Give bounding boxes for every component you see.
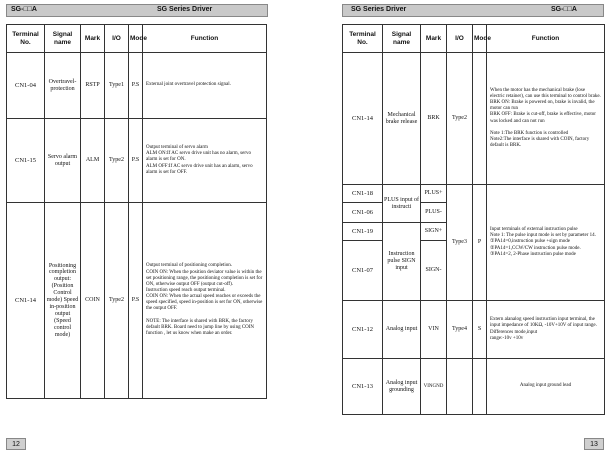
left-header-series: SG Series Driver (157, 6, 213, 13)
signal-name: Analog input (383, 301, 421, 359)
function-text: External joint overtravel protection signal. (143, 53, 267, 119)
io-type (447, 359, 473, 415)
signal-name: PLUS input of instructi (383, 185, 421, 223)
function-text: Output terminal of positioning completion. COIN ON: When the position deviator value is within the set positioning range, the positioning completion is set for ON, otherwise output OFF (output cut-off). Instruction speed reach output terminal. COIN ON: When the actual speed reaches or exceeds the speed specified, speed in-position is set for ON, otherwise the output OFF. NOTE: The interface is shared with BRK, the factory default BRK. Board need to jump line by using COIN function , let us know when make an order. (143, 203, 267, 399)
mark: ALM (81, 119, 105, 203)
signal-name: Servo alarm output (45, 119, 81, 203)
function-text: Extern alanalog speed instruction input terminal, the input impedance of 10KΩ, -10V+10V of input range. Differences mode,input range:-10v +10v (487, 301, 605, 359)
mark: PLUS+ (421, 185, 447, 203)
mode (473, 53, 487, 185)
terminal-no: CN1-14 (343, 53, 383, 185)
signal-name: Mechanical brake release (383, 53, 421, 185)
table-row (343, 301, 605, 359)
left-header-model: SG-□□A (11, 6, 37, 13)
mark: BRK (421, 53, 447, 185)
right-header-series: SG Series Driver (351, 6, 407, 13)
io-type: Type4 (447, 301, 473, 359)
mark: VINGND (421, 359, 447, 415)
io-type: Type2 (447, 53, 473, 185)
mode: P.S (129, 119, 143, 203)
mark: RSTP (81, 53, 105, 119)
right-header-model: SG-□□A (551, 6, 577, 13)
function-text: Input terminals of external instruction pulse Note 1: The pulse input mode is set by parameter 14. ①PA14=0,instruction pulse +sign mode ②PA14=1,CCW/CW instruction pulse mode. ③PA14=2, 2-Phase instruction pulse mode (487, 185, 605, 301)
right-table-header-row (343, 25, 605, 53)
col-mark: Mark (421, 25, 447, 53)
page-number: 13 (584, 438, 604, 450)
table-row (7, 119, 267, 203)
mark: SIGN- (421, 241, 447, 301)
mark: COIN (81, 203, 105, 399)
col-terminal-no: Terminal No. (343, 25, 383, 53)
col-io: I/O (105, 25, 129, 53)
left-signal-table (6, 24, 267, 399)
page-number: 12 (6, 438, 26, 450)
terminal-no: CN1-12 (343, 301, 383, 359)
table-row (343, 185, 605, 203)
col-signal-name: Signal name (45, 25, 81, 53)
terminal-no: CN1-07 (343, 241, 383, 301)
col-mode: Mode (473, 25, 487, 53)
terminal-no: CN1-06 (343, 203, 383, 223)
table-row (343, 53, 605, 185)
mode: P.S (129, 203, 143, 399)
col-mark: Mark (81, 25, 105, 53)
mark: SIGN+ (421, 223, 447, 241)
mode: P.S (129, 53, 143, 119)
table-row (343, 359, 605, 415)
left-header-bar (6, 4, 268, 17)
terminal-no: CN1-13 (343, 359, 383, 415)
col-io: I/O (447, 25, 473, 53)
left-page (0, 0, 270, 456)
mode: S (473, 301, 487, 359)
io-type: Type3 (447, 185, 473, 301)
terminal-no: CN1-14 (7, 203, 45, 399)
io-type: Type2 (105, 119, 129, 203)
mark: VIN (421, 301, 447, 359)
col-signal-name: Signal name (383, 25, 421, 53)
table-row (7, 53, 267, 119)
function-text: Output terminal of servo alarm ALM ON:If AC servo drive unit has no alarm, servo alarm is set for ON. ALM OFF:If AC servo drive unit has an alarm, servo alarm is set for OFF. (143, 119, 267, 203)
signal-name: Positioning completion output: (Position Control mode) Speed in-position output (Speed control mode) (45, 203, 81, 399)
function-text: When the motor has the mechanical brake (lose electric retainer), can use this terminal to control brake. BRK ON: Brake is powered on, brake is invalid, the motor can run BRK OFF: Brake is cut-off, brake is effective, motor was locked and can not run Note 1:The BRK function is controlled Note2:The interface is shared with COIN, factory default is BRK. (487, 53, 605, 185)
col-function: Function (143, 25, 267, 53)
io-type: Type2 (105, 203, 129, 399)
table-row (7, 203, 267, 399)
right-signal-table (342, 24, 605, 415)
mode: P (473, 185, 487, 301)
terminal-no: CN1-19 (343, 223, 383, 241)
signal-name: Instruction pulse SIGN input (383, 223, 421, 301)
right-header-bar (342, 4, 604, 17)
io-type: Type1 (105, 53, 129, 119)
right-page (338, 0, 609, 456)
function-text: Analog input ground lead (487, 359, 605, 415)
terminal-no: CN1-18 (343, 185, 383, 203)
col-function: Function (487, 25, 605, 53)
signal-name: Overtravel-protection (45, 53, 81, 119)
col-terminal-no: Terminal No. (7, 25, 45, 53)
mode (473, 359, 487, 415)
mark: PLUS- (421, 203, 447, 223)
signal-name: Analog input grounding (383, 359, 421, 415)
terminal-no: CN1-15 (7, 119, 45, 203)
left-table-header-row (7, 25, 267, 53)
col-mode: Mode (129, 25, 143, 53)
terminal-no: CN1-04 (7, 53, 45, 119)
